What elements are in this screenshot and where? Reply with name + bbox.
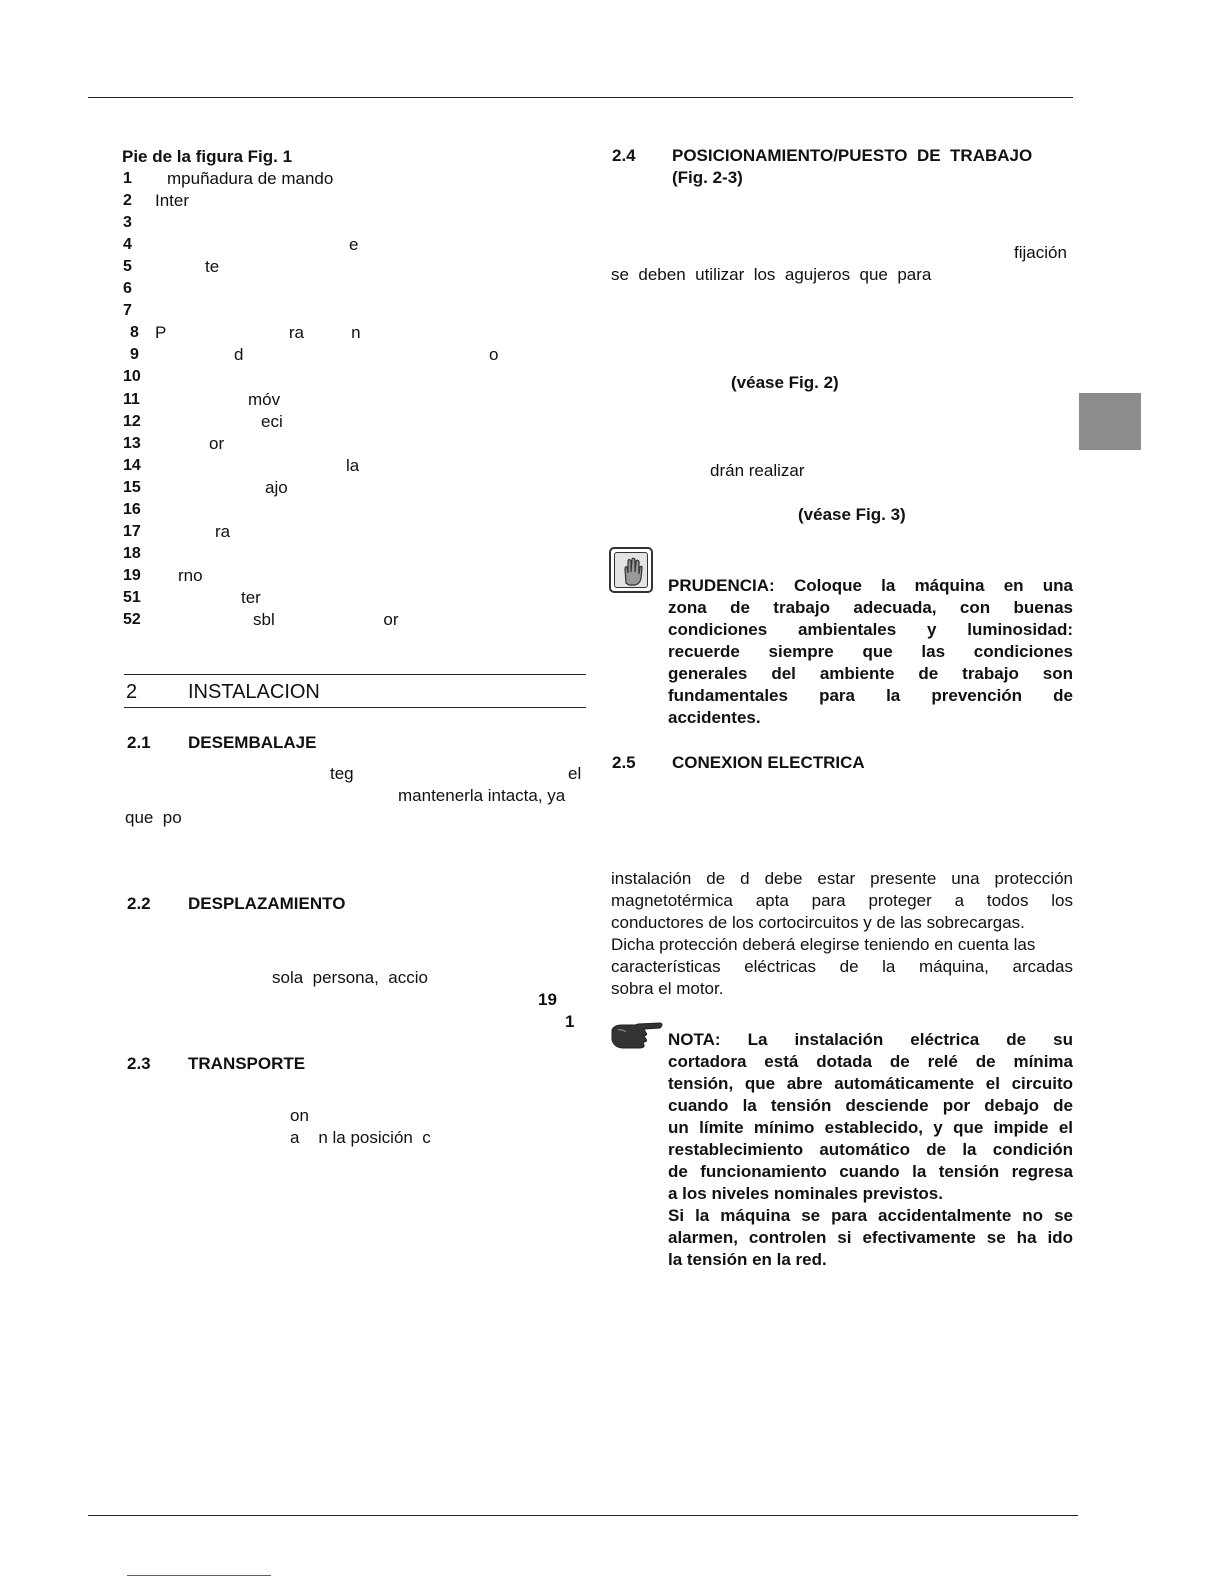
s25-body xyxy=(611,868,1073,1000)
section-number: 2 xyxy=(126,681,138,703)
legend-item-text: e xyxy=(349,235,359,255)
s21-title: DESEMBALAJE xyxy=(188,733,317,752)
s21-line2: mantenerla intacta, ya xyxy=(398,786,566,805)
s24-ref-fig3: (véase Fig. 3) xyxy=(798,505,906,524)
s24-ref-fig2: (véase Fig. 2) xyxy=(731,373,839,392)
legend-item-number: 11 xyxy=(123,390,140,408)
legend-item-text: sbl or xyxy=(253,610,399,629)
legend-item-text: d o xyxy=(234,345,499,365)
legend-item-text: mpuñadura de mando xyxy=(167,169,334,188)
footer-link-underline[interactable] xyxy=(127,1575,271,1576)
s23-number: 2.3 xyxy=(127,1054,151,1073)
s25-number: 2.5 xyxy=(612,753,636,772)
section-rule-top xyxy=(124,674,586,675)
prudencia-line: generales del ambiente de trabajo son xyxy=(668,664,1073,683)
prudencia-warning xyxy=(668,575,1073,729)
s24-title-line2: (Fig. 2-3) xyxy=(672,168,743,187)
nota-line: restablecimiento automático de la condición xyxy=(668,1140,1073,1159)
s22-ref-19: 19 xyxy=(538,990,557,1009)
s24-fixation: fijación xyxy=(1014,243,1067,262)
caution-hand-icon xyxy=(609,547,653,593)
s23-line2: a n la posición c xyxy=(290,1128,431,1147)
nota-line: NOTA: La instalación eléctrica de su xyxy=(668,1030,1073,1049)
s24-title-line1: POSICIONAMIENTO/PUESTO DE TRABAJO xyxy=(672,146,1033,165)
s23-line1: on xyxy=(290,1106,309,1125)
nota-line: Si la máquina se para accidentalmente no se xyxy=(668,1206,1073,1225)
legend-item-text: te xyxy=(205,257,220,277)
legend-item-text: móv xyxy=(248,389,281,409)
prudencia-line: PRUDENCIA: Coloque la máquina en una xyxy=(668,576,1073,595)
s21-line1a: teg xyxy=(330,764,354,783)
legend-item-number: 17 xyxy=(123,522,141,540)
prudencia-line: fundamentales para la prevención de xyxy=(668,686,1073,705)
nota-line: la tensión en la red. xyxy=(668,1250,827,1269)
s25-title: CONEXION ELECTRICA xyxy=(672,753,865,772)
s22-number: 2.2 xyxy=(127,894,151,913)
legend-item-number: 14 xyxy=(123,456,141,474)
legend-item-text: Inter xyxy=(155,191,190,211)
legend-item-number: 3 xyxy=(123,214,132,232)
nota-line: cuando la tensión desciende por debajo de xyxy=(668,1096,1073,1115)
legend-item-number: 18 xyxy=(123,544,141,562)
nota-block xyxy=(668,1029,1073,1271)
s25-line: sobra el motor. xyxy=(611,979,724,998)
s25-line: instalación de d debe estar presente una protección xyxy=(611,869,1073,888)
legend-item-number: 10 xyxy=(123,368,141,386)
s25-line: magnetotérmica apta para proteger a todos los xyxy=(611,891,1073,910)
s24-line2: se deben utilizar los agujeros que para xyxy=(611,265,932,284)
legend-item-number: 7 xyxy=(123,302,132,320)
s25-line: conductores de los cortocircuitos y de las sobrecargas. xyxy=(611,913,1025,932)
legend-item-number: 8 xyxy=(130,324,139,342)
nota-line: alarmen, controlen si efectivamente se ha ido xyxy=(668,1228,1073,1247)
nota-line: a los niveles nominales previstos. xyxy=(668,1184,943,1203)
legend-item-text: P ra n xyxy=(155,323,361,343)
legend-item-number: 19 xyxy=(123,566,141,584)
chapter-tab xyxy=(1079,393,1141,450)
prudencia-line: recuerde siempre que las condiciones xyxy=(668,642,1073,661)
nota-line: tensión, que abre automáticamente el circuito xyxy=(668,1074,1073,1093)
prudencia-line: condiciones ambientales y luminosidad: xyxy=(668,620,1073,639)
legend-item-number: 9 xyxy=(130,346,139,364)
section-rule-bottom xyxy=(124,707,586,708)
legend-item-number: 16 xyxy=(123,500,141,518)
pointing-hand-icon xyxy=(608,1020,666,1055)
s23-title: TRANSPORTE xyxy=(188,1054,306,1073)
s24-line3: drán realizar xyxy=(710,461,805,480)
legend-item-text: la xyxy=(346,455,360,475)
legend-item-number: 15 xyxy=(123,478,141,496)
prudencia-line: zona de trabajo adecuada, con buenas xyxy=(668,598,1073,617)
s25-line: Dicha protección deberá elegirse teniendo en cuenta las xyxy=(611,935,1036,954)
legend-item-text: or xyxy=(209,433,225,453)
legend-item-text: ter xyxy=(241,587,261,607)
s21-line1b: el xyxy=(568,764,582,783)
legend-item-number: 51 xyxy=(123,588,141,606)
s25-line: características eléctricas de la máquina, arcadas xyxy=(611,957,1073,976)
legend-item-text: rno xyxy=(178,565,203,585)
section-title: INSTALACION xyxy=(188,681,320,703)
s22-ref-1: 1 xyxy=(565,1012,575,1031)
footer-rule xyxy=(88,1515,1078,1516)
legend-item-number: 2 xyxy=(123,192,132,210)
legend-item-number: 13 xyxy=(123,434,141,452)
nota-line: cortadora está dotada de relé de mínima xyxy=(668,1052,1073,1071)
legend-item-text: ajo xyxy=(265,477,288,497)
s24-number: 2.4 xyxy=(612,146,636,165)
legend-item-number: 1 xyxy=(123,170,132,187)
legend-item-text: eci xyxy=(261,411,283,431)
s22-title: DESPLAZAMIENTO xyxy=(188,894,346,913)
legend-item-number: 12 xyxy=(123,412,141,430)
legend-item-number: 4 xyxy=(123,236,132,254)
s22-line1: sola persona, accio xyxy=(272,968,428,987)
legend-item-text: ra xyxy=(215,521,231,541)
s21-line3: que po xyxy=(125,808,182,827)
nota-line: de funcionamiento cuando la tensión regresa xyxy=(668,1162,1073,1181)
nota-line: un límite mínimo establecido, y que impide el xyxy=(668,1118,1073,1137)
header-rule xyxy=(88,97,1073,98)
legend-item-number: 52 xyxy=(123,611,141,628)
s21-number: 2.1 xyxy=(127,733,151,752)
prudencia-line: accidentes. xyxy=(668,708,761,727)
legend-title: Pie de la figura Fig. 1 xyxy=(122,147,293,166)
legend-item-number: 6 xyxy=(123,280,132,298)
legend-item-number: 5 xyxy=(123,258,132,276)
